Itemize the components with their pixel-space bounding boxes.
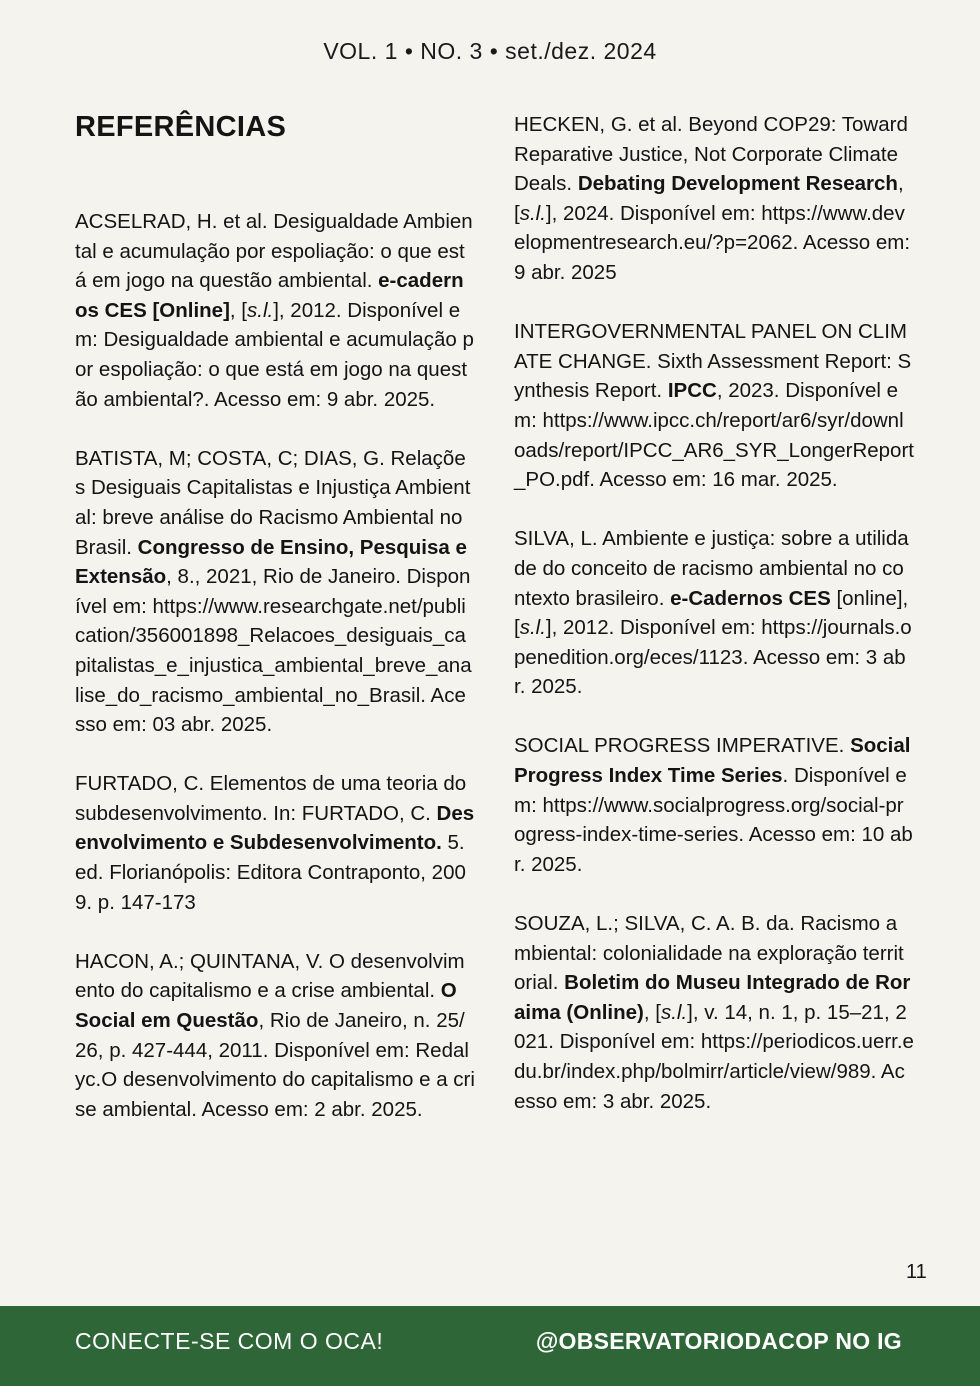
- reference-item: ACSELRAD, H. et al. Desigualdade Ambiental e acumulação por espoliação: o que está em jogo na questão ambiental. e-cadernos CES [Online], [s.l.], 2012. Disponível em: Desigualdade ambiental e acumulação por espoliação: o que está em jogo na questão ambiental?. Acesso em: 9 abr. 2025.: [75, 210, 474, 411]
- footer-instagram-handle[interactable]: @OBSERVATORIODACOP NO IG: [535, 1328, 902, 1354]
- page-number: 11: [906, 1261, 927, 1283]
- reference-item: SILVA, L. Ambiente e justiça: sobre a utilidade do conceito de racismo ambiental no contexto brasileiro. e-Cadernos CES [online], [s.l.], 2012. Disponível em: https://journals.openedition.org/eces/1123. Acesso em: 3 abr. 2025.: [514, 527, 912, 699]
- reference-item: SOUZA, L.; SILVA, C. A. B. da. Racismo ambiental: colonialidade na exploração territorial. Boletim do Museu Integrado de Roraima (Online), [s.l.], v. 14, n. 1, p. 15–21, 2021. Disponível em: https://periodicos.uerr.edu.br/index.php/bolmirr/article/view/989. Acesso em: 3 abr. 2025.: [514, 912, 914, 1113]
- reference-item: FURTADO, C. Elementos de uma teoria do subdesenvolvimento. In: FURTADO, C. Desenvolvimento e Subdesenvolvimento. 5. ed. Florianópolis: Editora Contraponto, 2009. p. 147-173: [75, 772, 475, 914]
- references-left-column: [75, 207, 475, 1154]
- reference-item: HECKEN, G. et al. Beyond COP29: Toward Reparative Justice, Not Corporate Climate Deals. Debating Development Research, [s.l.], 2024. Disponível em: https://www.developmentresearch.eu/?p=2062. Acesso em: 9 abr. 2025: [514, 113, 911, 284]
- reference-item: HACON, A.; QUINTANA, V. O desenvolvimento do capitalismo e a crise ambiental. O Social em Questão, Rio de Janeiro, n. 25/26, p. 427-444, 2011. Disponível em: Redalyc.O desenvolvimento do capitalismo e a crise ambiental. Acesso em: 2 abr. 2025.: [75, 949, 475, 1121]
- footer-bar: [0, 1306, 980, 1386]
- reference-item: SOCIAL PROGRESS IMPERATIVE. Social Progress Index Time Series. Disponível em: https://www.socialprogress.org/social-progress-index-time-series. Acesso em: 10 abr. 2025.: [514, 734, 913, 876]
- references-right-column: [514, 110, 914, 1146]
- footer-connect-text: CONECTE-SE COM O OCA!: [75, 1328, 384, 1354]
- reference-item: BATISTA, M; COSTA, C; DIAS, G. Relações Desiguais Capitalistas e Injustiça Ambiental: breve análise do Racismo Ambiental no Brasil. Congresso de Ensino, Pesquisa e Extensão, 8., 2021, Rio de Janeiro. Disponível em: https://www.researchgate.net/publication/356001898_Relacoes_desiguais_capitalistas_e_injustica_ambiental_breve_analise_do_racismo_ambiental_no_Brasil. Acesso em: 03 abr. 2025.: [75, 446, 472, 737]
- section-title: REFERÊNCIAS: [75, 111, 287, 143]
- reference-item: INTERGOVERNMENTAL PANEL ON CLIMATE CHANGE. Sixth Assessment Report: Synthesis Report. IPCC, 2023. Disponível em: https://www.ipcc.ch/report/ar6/syr/downloads/report/IPCC_AR6_SYR_LongerReport_PO.pdf. Acesso em: 16 mar. 2025.: [514, 320, 914, 492]
- issue-header: VOL. 1 • NO. 3 • set./dez. 2024: [323, 38, 657, 64]
